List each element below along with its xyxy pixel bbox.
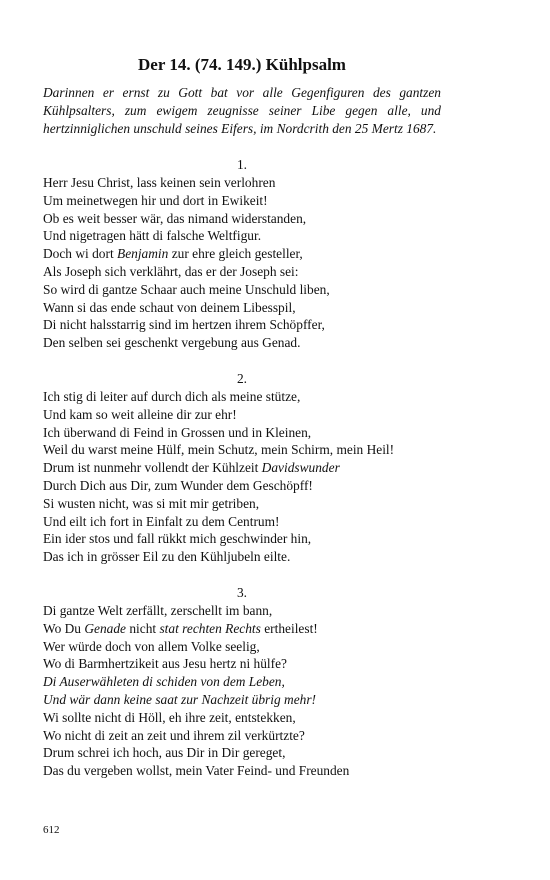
stanza-3 — [43, 584, 441, 780]
italic-phrase: Und wär dann keine saat zur Nachzeit übrig mehr! — [43, 691, 317, 707]
verse-text: Si wusten nicht, was si mit mir getriben, — [43, 495, 260, 511]
poem-intro: Darinnen er ernst zu Gott bat vor alle Gegenfiguren des gantzen Kühlpsalters, zum ewigem zeugnisse seiner Libe gegen alle, und hertzinniglichen unschuld seines Eifers, im Nordcrith den 25 Mertz 1687. — [43, 85, 441, 136]
verse-text: Den selben sei geschenkt vergebung aus Genad. — [43, 335, 301, 351]
verse-text: Ich stig di leiter auf durch dich als meine stütze, — [43, 388, 301, 404]
verse-text: Das ich in grösser Eil zu den Kühljubeln eilte. — [43, 549, 291, 565]
verse-text: Di nicht halsstarrig sind im hertzen ihrem Schöpffer, — [43, 317, 325, 333]
italic-phrase: Benjamin — [117, 246, 169, 262]
verse-line — [43, 762, 441, 780]
verse-line — [43, 299, 441, 317]
verse-line — [43, 602, 441, 620]
verse-line — [43, 424, 441, 442]
italic-phrase: stat rechten Rechts — [159, 620, 261, 636]
verse-text: Wer würde doch von allem Volke seelig, — [43, 638, 260, 654]
verse-text: Das du vergeben wollst, mein Vater Feind- und Freunden — [43, 763, 350, 779]
verse-text: ertheilest! — [260, 620, 318, 636]
stanza-number: 1. — [236, 157, 248, 172]
verse-line — [43, 245, 441, 263]
verse-line — [43, 620, 441, 638]
verse-line — [43, 281, 441, 299]
verse-line — [43, 673, 441, 691]
verse-line — [43, 441, 441, 459]
stanza-1 — [43, 156, 441, 352]
verse-line — [43, 263, 441, 281]
verse-text: Und eilt ich fort in Einfalt zu dem Centrum! — [43, 513, 280, 529]
verse-line — [43, 655, 441, 673]
verse-text: Um meinetwegen hir und dort in Ewikeit! — [43, 192, 268, 208]
verse-text: zur ehre gleich gesteller, — [168, 246, 303, 262]
verse-line — [43, 406, 441, 424]
verse-text: Ob es weit besser wär, das nimand widerstanden, — [43, 210, 307, 226]
verse-line — [43, 691, 441, 709]
verse-line — [43, 548, 441, 566]
verse-line — [43, 513, 441, 531]
page-content — [43, 54, 441, 780]
verse-line — [43, 638, 441, 656]
verse-text: Herr Jesu Christ, lass keinen sein verlohren — [43, 175, 276, 190]
verse-line — [43, 495, 441, 513]
verse-text: Ein ider stos und fall rükkt mich geschwinder hin, — [43, 531, 312, 547]
verse-text: Als Joseph sich verklährt, das er der Joseph sei: — [43, 263, 299, 279]
verse-text: Drum ist nunmehr vollendt der Kühlzeit — [43, 460, 262, 476]
verse-text: Drum schrei ich hoch, aus Dir in Dir gereget, — [43, 745, 286, 761]
verse-text: Durch Dich aus Dir, zum Wunder dem Geschöpff! — [43, 477, 313, 493]
stanza-number: 2. — [236, 370, 248, 386]
stanza-number: 3. — [236, 584, 248, 600]
verse-line — [43, 477, 441, 495]
verse-text: Wann si das ende schaut von deinem Libesspil, — [43, 299, 296, 315]
verse-line — [43, 388, 441, 406]
verse-text: Wo Du — [43, 620, 85, 636]
verse-line — [43, 174, 441, 192]
verse-text: Weil du warst meine Hülf, mein Schutz, mein Schirm, mein Heil! — [43, 442, 395, 458]
stanza-2 — [43, 370, 441, 566]
verse-line — [43, 744, 441, 762]
verse-line — [43, 210, 441, 228]
verse-text: Wi sollte nicht di Höll, eh ihre zeit, entstekken, — [43, 709, 296, 725]
verse-text: Doch wi dort — [43, 246, 118, 262]
verse-text: Und nigetragen hätt di falsche Weltfigur. — [43, 228, 262, 244]
verse-line — [43, 334, 441, 352]
verse-text: Di gantze Welt zerfällt, zerschellt im bann, — [43, 602, 273, 618]
italic-phrase: Genade — [84, 620, 126, 636]
italic-phrase: Davidswunder — [261, 460, 340, 476]
poem-title: Der 14. (74. 149.) Kühlpsalm — [138, 55, 346, 74]
verse-line — [43, 727, 441, 745]
verse-line — [43, 316, 441, 334]
verse-text: nicht — [125, 620, 160, 636]
verse-text: Wo nicht di zeit an zeit und ihrem zil verkürtzte? — [43, 727, 305, 743]
verse-text: So wird di gantze Schaar auch meine Unschuld liben, — [43, 281, 330, 297]
verse-text: Und kam so weit alleine dir zur ehr! — [43, 406, 237, 422]
verse-line — [43, 227, 441, 245]
stanza-container — [43, 156, 441, 780]
italic-phrase: Di Auserwähleten di schiden von dem Leben, — [43, 674, 285, 690]
page-number: 612 — [43, 824, 60, 836]
verse-line — [43, 192, 441, 210]
verse-text: Wo di Barmhertzikeit aus Jesu hertz ni hülfe? — [43, 656, 287, 672]
verse-text: Ich überwand di Feind in Grossen und in Kleinen, — [43, 424, 312, 440]
verse-line — [43, 709, 441, 727]
verse-line — [43, 530, 441, 548]
verse-line — [43, 459, 441, 477]
